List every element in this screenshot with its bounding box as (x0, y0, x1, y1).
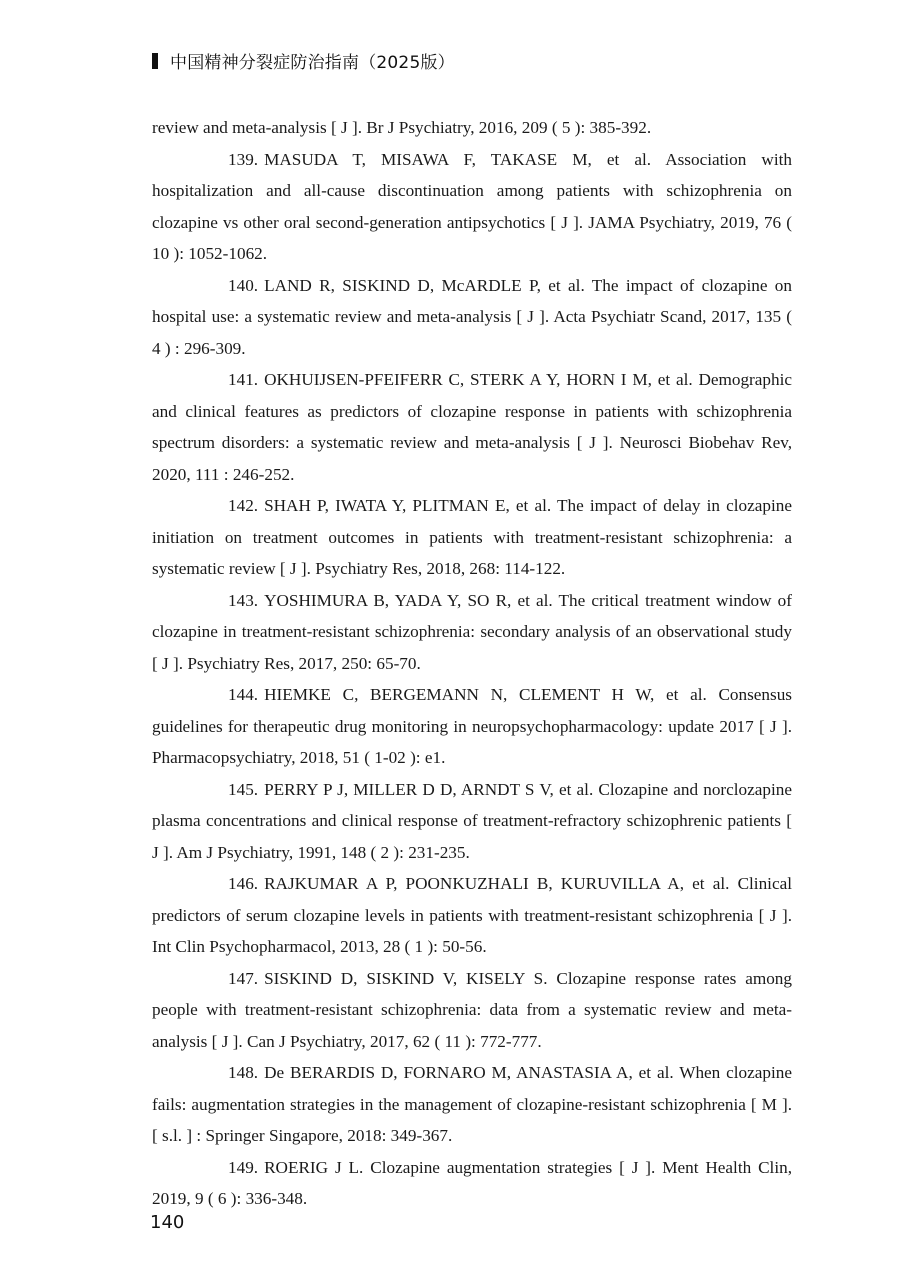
reference-item-149 (152, 1152, 792, 1215)
reference-number: 146. (228, 874, 259, 893)
reference-number: 139. (228, 149, 259, 169)
reference-number: 144. (228, 685, 259, 704)
black-bar-icon (152, 53, 158, 69)
reference-item-140 (152, 270, 792, 365)
reference-text: ROERIG J L. Clozapine augmentation strategies [ J ]. Ment Health Clin, 2019, 9 ( 6 ): 336-348. (152, 1157, 792, 1208)
running-header (152, 48, 455, 73)
running-header-title: 中国精神分裂症防治指南（2025版） (170, 53, 455, 73)
reference-text: MASUDA T, MISAWA F, TAKASE M, et al. Association with hospitalization and all-cause discontinuation among patients with schizophrenia on clozapine vs other oral second-generation antipsychotics [ J ]. JAMA Psychiatry, 2019, 76 ( 10 ): 1052-1062. (152, 149, 792, 263)
reference-text: YOSHIMURA B, YADA Y, SO R, et al. The critical treatment window of clozapine in treatment-resistant schizophrenia: secondary analysis of an observational study [ J ]. Psychiatry Res, 2017, 250: 65-70. (152, 590, 792, 673)
reference-item-146 (152, 868, 792, 963)
reference-item-continued (152, 112, 792, 144)
reference-text: SHAH P, IWATA Y, PLITMAN E, et al. The impact of delay in clozapine initiation on treatment outcomes in patients with treatment-resistant schizophrenia: a systematic review [ J ]. Psychiatry Res, 2018, 268: 114-122. (152, 496, 792, 578)
reference-number: 145. (228, 779, 259, 799)
reference-text: HIEMKE C, BERGEMANN N, CLEMENT H W, et al. Consensus guidelines for therapeutic drug monitoring in neuropsychopharmacology: update 2017 [ J ]. Pharmacopsychiatry, 2018, 51 ( 1-02 ): e1. (152, 685, 792, 767)
reference-item-145 (152, 774, 792, 869)
reference-item-147 (152, 963, 792, 1058)
reference-number: 143. (228, 590, 259, 610)
reference-item-144 (152, 679, 792, 774)
reference-text: LAND R, SISKIND D, McARDLE P, et al. The impact of clozapine on hospital use: a systematic review and meta-analysis [ J ]. Acta Psychiatr Scand, 2017, 135 ( 4 ) : 296-309. (152, 275, 792, 358)
reference-list (152, 112, 792, 1215)
reference-text: PERRY P J, MILLER D D, ARNDT S V, et al. Clozapine and norclozapine plasma concentrations and clinical response of treatment-refractory schizophrenic patients [ J ]. Am J Psychiatry, 1991, 148 ( 2 ): 231-235. (152, 779, 792, 862)
reference-number: 148. (228, 1063, 259, 1082)
reference-item-139 (152, 144, 792, 270)
reference-text: OKHUIJSEN-PFEIFERR C, STERK A Y, HORN I M, et al. Demographic and clinical features as predictors of clozapine response in patients with schizophrenia spectrum disorders: a systematic review and meta-analysis [ J ]. Neurosci Biobehav Rev, 2020, 111 : 246-252. (152, 370, 792, 484)
page-number: 140 (150, 1212, 185, 1233)
reference-text: SISKIND D, SISKIND V, KISELY S. Clozapine response rates among people with treatment-resistant schizophrenia: data from a systematic review and meta-analysis [ J ]. Can J Psychiatry, 2017, 62 ( 11 ): 772-777. (152, 968, 792, 1051)
reference-number: 140. (228, 275, 259, 295)
reference-text: review and meta-analysis [ J ]. Br J Psychiatry, 2016, 209 ( 5 ): 385-392. (152, 118, 652, 137)
reference-item-148 (152, 1057, 792, 1152)
reference-item-143 (152, 585, 792, 680)
reference-text: De BERARDIS D, FORNARO M, ANASTASIA A, et al. When clozapine fails: augmentation strategies in the management of clozapine-resistant schizophrenia [ M ]. [ s.l. ] : Springer Singapore, 2018: 349-367. (152, 1063, 792, 1145)
reference-number: 142. (228, 496, 259, 515)
reference-item-141 (152, 364, 792, 490)
reference-number: 147. (228, 968, 259, 988)
reference-item-142 (152, 490, 792, 585)
reference-number: 141. (228, 370, 259, 389)
reference-text: RAJKUMAR A P, POONKUZHALI B, KURUVILLA A, et al. Clinical predictors of serum clozapine levels in patients with treatment-resistant schizophrenia [ J ]. Int Clin Psychopharmacol, 2013, 28 ( 1 ): 50-56. (152, 874, 792, 956)
reference-number: 149. (228, 1157, 259, 1177)
